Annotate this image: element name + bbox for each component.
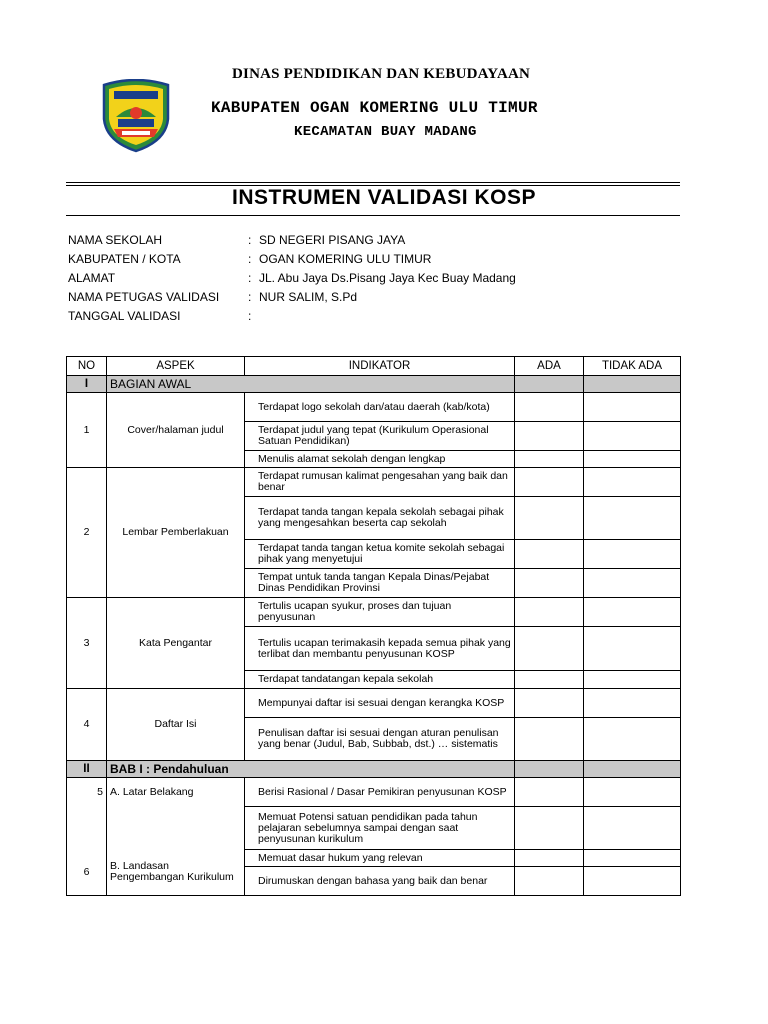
ada-cell[interactable] [515, 850, 584, 867]
indikator-cell: Terdapat judul yang tepat (Kurikulum Operasional Satuan Pendidikan) [245, 422, 515, 451]
info-colon: : [248, 289, 252, 304]
section-title: BAGIAN AWAL [107, 376, 515, 393]
aspek-cell: Lembar Pemberlakuan [107, 468, 245, 598]
table-header-row [67, 357, 681, 376]
info-label: NAMA PETUGAS VALIDASI [68, 289, 220, 304]
ada-cell[interactable] [515, 468, 584, 497]
table-row [67, 468, 681, 497]
tidak-ada-cell[interactable] [584, 422, 681, 451]
ada-cell[interactable] [515, 867, 584, 896]
aspek-cell: Kata Pengantar [107, 598, 245, 689]
info-row-address [68, 268, 516, 287]
info-colon: : [248, 270, 252, 285]
ada-cell[interactable] [515, 598, 584, 627]
indikator-cell: Terdapat tanda tangan kepala sekolah sebagai pihak yang mengesahkan beserta cap sekolah [245, 497, 515, 540]
indikator-cell: Tertulis ucapan syukur, proses dan tujuan penyusunan [245, 598, 515, 627]
validation-table [66, 356, 681, 896]
tidak-ada-cell[interactable] [584, 718, 681, 761]
tidak-ada-cell[interactable] [584, 671, 681, 689]
regency-name: KABUPATEN OGAN KOMERING ULU TIMUR [211, 99, 538, 117]
ada-cell[interactable] [515, 671, 584, 689]
header-divider [66, 182, 680, 183]
tidak-ada-cell[interactable] [584, 451, 681, 468]
title-underline [66, 215, 680, 216]
indikator-cell: Menulis alamat sekolah dengan lengkap [245, 451, 515, 468]
indikator-cell: Tertulis ucapan terimakasih kepada semua pihak yang terlibat dan membantu penyusunan KOSP [245, 627, 515, 671]
ada-cell[interactable] [515, 718, 584, 761]
ada-cell[interactable] [515, 422, 584, 451]
table-row [67, 778, 681, 807]
info-row-validator [68, 287, 516, 306]
table-row [67, 850, 681, 867]
row-number: 3 [67, 598, 107, 689]
info-row-school [68, 230, 516, 249]
indikator-cell: Terdapat tandatangan kepala sekolah [245, 671, 515, 689]
row-number: 5 [67, 778, 107, 807]
tidak-ada-cell[interactable] [584, 598, 681, 627]
indikator-cell: Penulisan daftar isi sesuai dengan aturan penulisan yang benar (Judul, Bab, Subbab, dst.) … sistematis [245, 718, 515, 761]
tidak-ada-cell[interactable] [584, 689, 681, 718]
col-header-no: NO [67, 357, 107, 376]
indikator-cell: Terdapat logo sekolah dan/atau daerah (kab/kota) [245, 393, 515, 422]
aspek-cell: Cover/halaman judul [107, 393, 245, 468]
tidak-ada-cell[interactable] [584, 778, 681, 807]
info-value: SD NEGERI PISANG JAYA [259, 232, 406, 247]
ada-cell[interactable] [515, 689, 584, 718]
aspek-cell: Daftar Isi [107, 689, 245, 761]
indikator-cell: Tempat untuk tanda tangan Kepala Dinas/Pejabat Dinas Pendidikan Provinsi [245, 569, 515, 598]
indikator-cell: Terdapat rumusan kalimat pengesahan yang baik dan benar [245, 468, 515, 497]
section-number: II [67, 761, 107, 778]
ada-cell[interactable] [515, 497, 584, 540]
tidak-ada-cell[interactable] [584, 393, 681, 422]
section-row [67, 761, 681, 778]
section-title: BAB I : Pendahuluan [107, 761, 515, 778]
school-info [68, 230, 516, 325]
info-value: OGAN KOMERING ULU TIMUR [259, 251, 432, 266]
indikator-cell: Mempunyai daftar isi sesuai dengan kerangka KOSP [245, 689, 515, 718]
aspek-spacer [107, 807, 245, 850]
info-label: KABUPATEN / KOTA [68, 251, 181, 266]
table-row [67, 598, 681, 627]
tidak-ada-cell[interactable] [584, 497, 681, 540]
indikator-cell: Memuat dasar hukum yang relevan [245, 850, 515, 867]
row-number: 2 [67, 468, 107, 598]
tidak-ada-cell[interactable] [584, 867, 681, 896]
district-logo [100, 79, 172, 153]
row-number-spacer [67, 807, 107, 850]
table-row [67, 807, 681, 850]
section-row [67, 376, 681, 393]
info-value: NUR SALIM, S.Pd [259, 289, 358, 304]
tidak-ada-cell[interactable] [584, 569, 681, 598]
tidak-ada-cell[interactable] [584, 376, 681, 393]
indikator-cell: Dirumuskan dengan bahasa yang baik dan benar [245, 867, 515, 896]
ada-cell[interactable] [515, 451, 584, 468]
col-header-aspek: ASPEK [107, 357, 245, 376]
info-colon: : [248, 232, 252, 247]
ada-cell[interactable] [515, 807, 584, 850]
tidak-ada-cell[interactable] [584, 540, 681, 569]
ada-cell[interactable] [515, 778, 584, 807]
table-row [67, 393, 681, 422]
col-header-tidak-ada: TIDAK ADA [584, 357, 681, 376]
info-label: ALAMAT [68, 270, 116, 285]
info-colon: : [248, 251, 252, 266]
tidak-ada-cell[interactable] [584, 761, 681, 778]
indikator-cell: Terdapat tanda tangan ketua komite sekolah sebagai pihak yang menyetujui [245, 540, 515, 569]
ada-cell[interactable] [515, 376, 584, 393]
info-label: TANGGAL VALIDASI [68, 308, 181, 323]
info-value: JL. Abu Jaya Ds.Pisang Jaya Kec Buay Madang [259, 270, 516, 285]
aspek-cell: B. Landasan Pengembangan Kurikulum [107, 850, 245, 896]
district-name: KECAMATAN BUAY MADANG [294, 124, 477, 140]
section-number: I [67, 376, 107, 393]
tidak-ada-cell[interactable] [584, 850, 681, 867]
ada-cell[interactable] [515, 569, 584, 598]
ada-cell[interactable] [515, 393, 584, 422]
row-number: 6 [67, 850, 107, 896]
info-row-date [68, 306, 516, 325]
info-row-regency [68, 249, 516, 268]
tidak-ada-cell[interactable] [584, 627, 681, 671]
row-number: 1 [67, 393, 107, 468]
col-header-indikator: INDIKATOR [245, 357, 515, 376]
row-number: 4 [67, 689, 107, 761]
ada-cell[interactable] [515, 627, 584, 671]
indikator-cell: Memuat Potensi satuan pendidikan pada tahun pelajaran sebelumnya sampai dengan saat penyusunan kurikulum [245, 807, 515, 850]
ada-cell[interactable] [515, 761, 584, 778]
ada-cell[interactable] [515, 540, 584, 569]
indikator-cell: Berisi Rasional / Dasar Pemikiran penyusunan KOSP [245, 778, 515, 807]
aspek-cell: A. Latar Belakang [107, 778, 245, 807]
table-row [67, 689, 681, 718]
col-header-ada: ADA [515, 357, 584, 376]
info-colon: : [248, 308, 252, 323]
tidak-ada-cell[interactable] [584, 468, 681, 497]
agency-name: DINAS PENDIDIKAN DAN KEBUDAYAAN [232, 66, 531, 82]
document-title: INSTRUMEN VALIDASI KOSP [232, 186, 536, 209]
info-label: NAMA SEKOLAH [68, 232, 163, 247]
tidak-ada-cell[interactable] [584, 807, 681, 850]
